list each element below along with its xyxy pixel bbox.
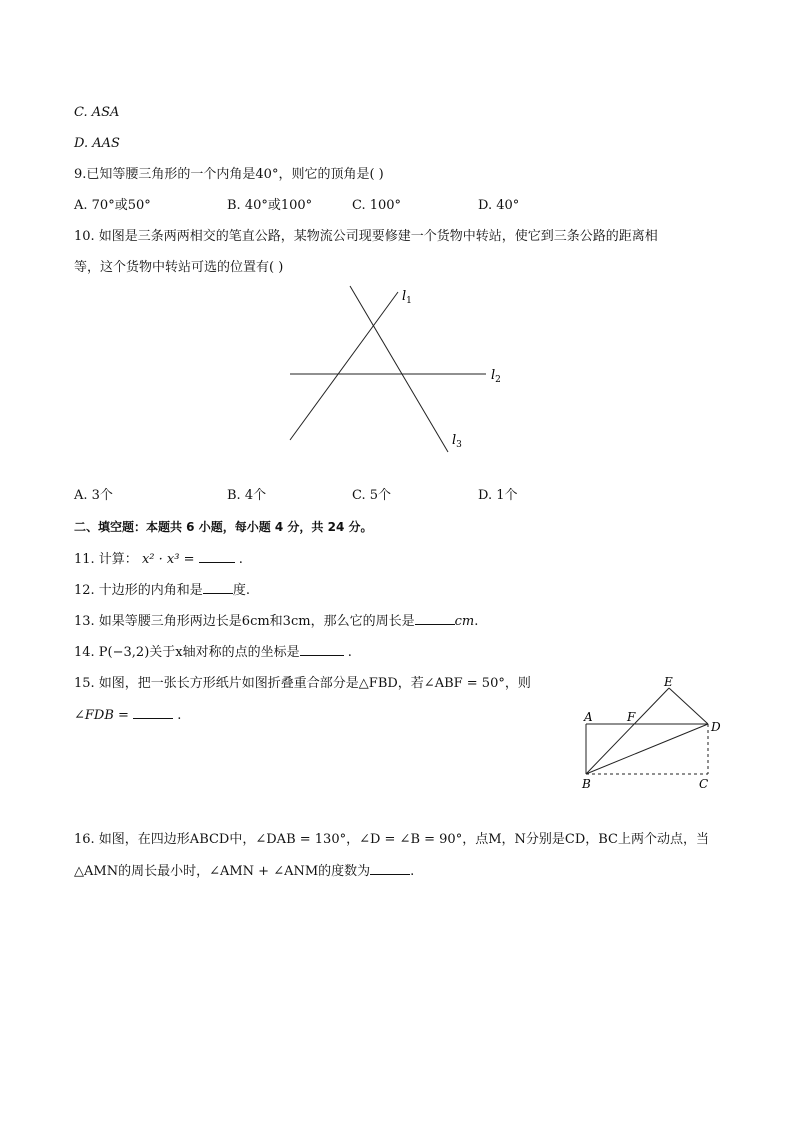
label-e: E — [664, 675, 673, 689]
q8-option-c: C. ASA — [74, 105, 120, 120]
q13-answer-blank[interactable] — [415, 612, 455, 625]
line-l3 — [350, 286, 448, 452]
segment-bd — [586, 724, 708, 774]
q10-stem-line2: 等，这个货物中转站可选的位置有( ) — [74, 260, 284, 275]
label-b: B — [582, 777, 591, 791]
q13-text: 13. 如果等腰三角形两边长是6cm和3cm，那么它的周长是 — [74, 614, 415, 629]
q12-prefix: 12. 十边形的内角和是 — [74, 583, 203, 598]
q12-answer-blank[interactable] — [203, 581, 233, 594]
q13-unit: cm — [454, 614, 475, 629]
q9-stem: 9.已知等腰三角形的一个内角是40°，则它的顶角是( ) — [74, 167, 384, 182]
q10-option-b: B. 4个 — [227, 488, 267, 503]
q14-suffix: . — [347, 645, 352, 660]
q15-answer-blank[interactable] — [133, 706, 173, 719]
label-f: F — [627, 710, 636, 724]
q10-three-lines-figure — [280, 282, 510, 457]
q11-line — [74, 550, 243, 569]
q11-prefix: 11. 计算： — [74, 552, 138, 567]
q10-option-d: D. 1个 — [478, 488, 518, 503]
label-a: A — [584, 710, 593, 724]
q13-line — [74, 612, 478, 631]
q11-answer-blank[interactable] — [199, 550, 235, 563]
q10-option-a: A. 3个 — [74, 488, 113, 503]
label-l3: $l_3$ — [452, 433, 462, 450]
q15-stem-line1: 15. 如图，把一张长方形纸片如图折叠重合部分是△FBD，若∠ABF = 50°，则 — [74, 676, 531, 691]
q14-line — [74, 643, 352, 662]
q14-answer-blank[interactable] — [300, 643, 344, 656]
label-l1: $l_1$ — [402, 289, 412, 306]
segment-ed — [669, 688, 708, 724]
q16-stem-line2-text: △AMN的周长最小时，∠AMN + ∠ANM的度数为 — [74, 864, 371, 879]
q15-folded-rectangle-figure — [578, 674, 728, 794]
q11-expression: x² · x³ = — [141, 552, 195, 567]
q8-option-d: D. AAS — [74, 136, 120, 151]
q16-answer-blank[interactable] — [370, 862, 410, 875]
q15-angle-fdb: ∠FDB = — [74, 708, 129, 723]
label-c: C — [699, 777, 709, 791]
q11-suffix: . — [238, 552, 243, 567]
line-l1 — [290, 292, 398, 440]
q9-option-b: B. 40°或100° — [227, 198, 313, 213]
q12-suffix: 度. — [232, 583, 250, 598]
q10-stem-line1: 10. 如图是三条两两相交的笔直公路，某物流公司现要修建一个货物中转站，使它到三条公路的距离相 — [74, 229, 658, 244]
q9-option-c: C. 100° — [352, 198, 402, 213]
section-2-heading: 二、填空题：本题共 6 小题，每小题 4 分，共 24 分。 — [74, 520, 373, 534]
label-l2: $l_2$ — [491, 368, 501, 385]
q9-option-d: D. 40° — [478, 198, 520, 213]
q13-suffix: . — [474, 614, 479, 629]
q9-option-a: A. 70°或50° — [74, 198, 151, 213]
label-d: D — [711, 720, 721, 734]
q16-suffix: . — [410, 864, 415, 879]
q16-stem-line2 — [74, 862, 414, 881]
segment-be — [586, 688, 669, 774]
q16-stem-line1: 16. 如图，在四边形ABCD中，∠DAB = 130°，∠D = ∠B = 90°，点M，N分别是CD，BC上两个动点，当 — [74, 832, 710, 847]
q14-text: 14. P(−3,2)关于x轴对称的点的坐标是 — [74, 645, 300, 660]
q15-stem-line2 — [74, 706, 181, 725]
q10-option-c: C. 5个 — [352, 488, 392, 503]
q12-line — [74, 581, 250, 600]
q15-suffix: . — [177, 708, 182, 723]
